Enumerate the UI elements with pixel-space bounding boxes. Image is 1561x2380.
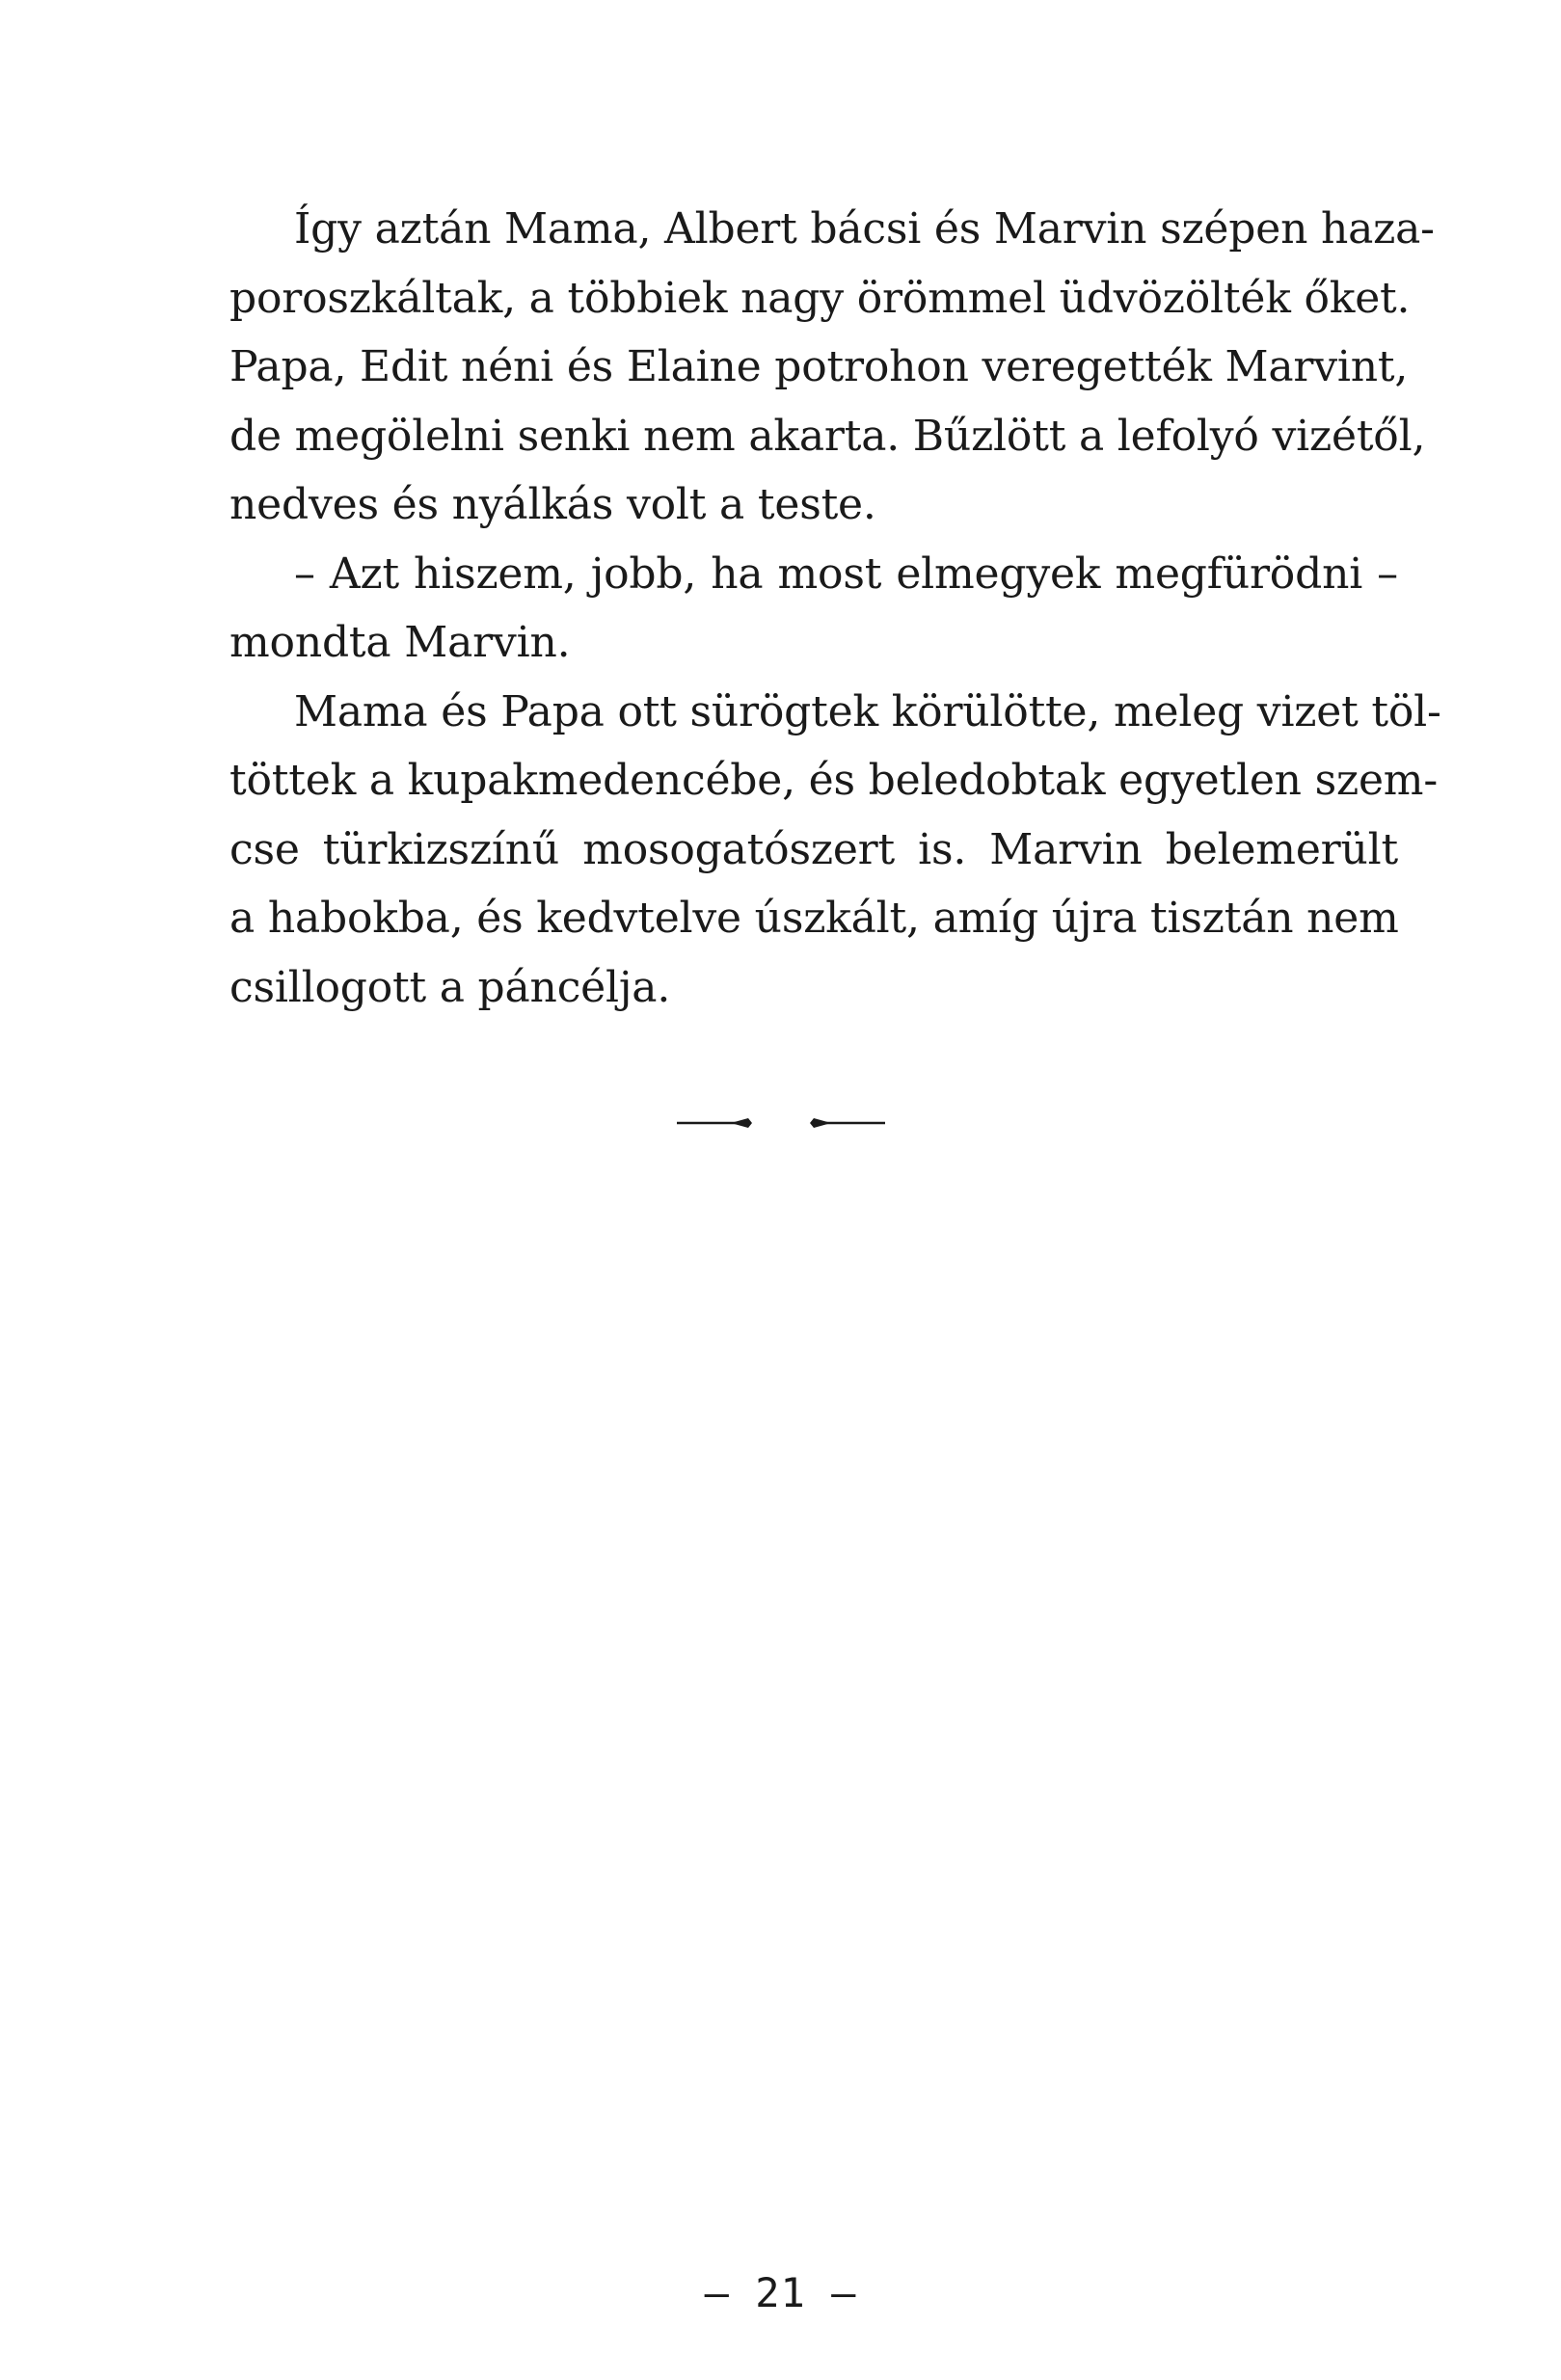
text-line: Így aztán Mama, Albert bácsi és Marvin szépen haza-: [294, 204, 1435, 254]
page-number: – 21 –: [704, 2269, 857, 2316]
body-text: [229, 195, 1441, 1022]
text-line: töttek a kupakmedencébe, és beledobtak egyetlen szem-: [229, 756, 1438, 805]
text-line: cse türkizszínű mosogatószert is. Marvin belemerült: [229, 824, 1398, 874]
text-line: csillogott a páncélja.: [229, 962, 671, 1012]
paragraph-1: [229, 195, 1435, 540]
text-line: – Azt hiszem, jobb, ha most elmegyek megfürödni –: [294, 548, 1398, 599]
text-line: Mama és Papa ott sürögtek körülötte, meleg vizet töl-: [294, 686, 1441, 736]
text-line: mondta Marvin.: [229, 618, 571, 667]
text-line: poroszkáltak, a többiek nagy örömmel üdvözölték őket.: [229, 273, 1411, 323]
section-break-ornament-icon: [675, 1109, 887, 1137]
paragraph-3: [229, 678, 1441, 1023]
text-line: a habokba, és kedvtelve úszkált, amíg újra tisztán nem: [229, 894, 1399, 943]
paragraph-2: [229, 540, 1398, 678]
text-line: nedves és nyálkás volt a teste.: [229, 480, 876, 529]
text-line: Papa, Edit néni és Elaine potrohon veregették Marvint,: [229, 342, 1409, 391]
text-line: de megölelni senki nem akarta. Bűzlött a lefolyó vizétől,: [229, 411, 1426, 461]
